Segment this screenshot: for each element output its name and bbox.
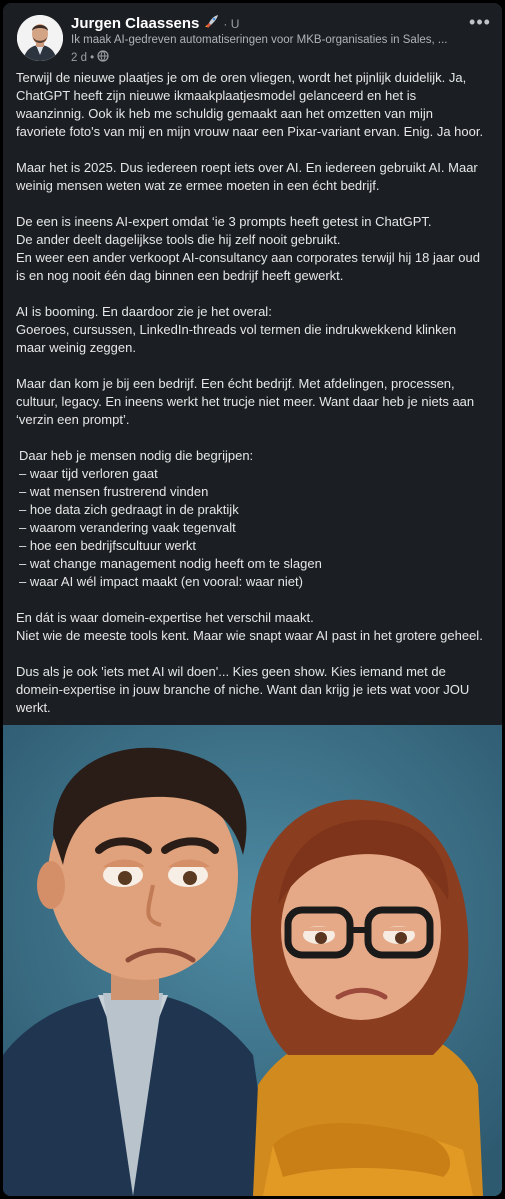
post-paragraph — [16, 69, 494, 141]
post-text-line: cultuur, legacy. En ineens werkt het trucje niet meer. Want daar heb je niets aan — [16, 394, 475, 409]
more-horizontal-icon: ••• — [469, 12, 491, 32]
post-paragraph — [16, 609, 494, 645]
post-paragraph — [16, 159, 494, 195]
post-paragraph — [16, 375, 494, 429]
post-text-line: De een is ineens AI-expert omdat ‘ie 3 prompts heeft getest in ChatGPT. — [16, 214, 432, 229]
post-text-line: weinig mensen weten wat ze ermee moeten in een écht bedrijf. — [16, 178, 380, 193]
post-text-line: ‘verzin een prompt’. — [16, 412, 130, 427]
connection-degree: · U — [223, 16, 240, 31]
avatar-photo-icon — [17, 15, 63, 61]
post-text-line: Dus als je ook 'iets met AI wil doen'... Kies geen show. Kies iemand met de — [16, 664, 446, 679]
post-paragraph — [16, 447, 494, 591]
post-paragraph — [16, 663, 494, 717]
post-text-line: – waarom verandering vaak tegenvalt — [19, 520, 236, 535]
post-text-line: maar weinig zeggen. — [16, 340, 136, 355]
post-text-line: – wat change management nodig heeft om te slagen — [19, 556, 322, 571]
post-text-line: Niet wie de meeste tools kent. Maar wie snapt waar AI past in het grotere geheel. — [16, 628, 483, 643]
post-text-line: waanzinnig. Ook ik heb me schuldig gemaakt aan het omzetten van mijn — [16, 106, 433, 121]
post-text-line: – wat mensen frustrerend vinden — [19, 484, 209, 499]
author-line — [71, 15, 239, 32]
post-text-line: En dát is waar domein-expertise het verschil maakt. — [16, 610, 314, 625]
post-text-line: AI is booming. En daardoor zie je het overal: — [16, 304, 272, 319]
post-card — [3, 3, 502, 1196]
author-avatar[interactable] — [17, 15, 63, 61]
post-text-line: En weer een ander verkoopt AI-consultancy aan corporates terwijl hij 18 jaar oud — [16, 250, 480, 265]
post-text-line: is en nog nooit één dag binnen een bedrijf heeft gewerkt. — [16, 268, 344, 283]
post-time: 2 d • — [71, 51, 95, 64]
post-text-line: – waar AI wél impact maakt (en vooral: waar niet) — [19, 574, 303, 589]
post-text-line: Maar dan kom je bij een bedrijf. Een écht bedrijf. Met afdelingen, processen, — [16, 376, 455, 391]
post-text-line: Goeroes, cursussen, LinkedIn-threads vol termen die indrukwekkend klinken — [16, 322, 457, 337]
post-header — [3, 3, 502, 65]
post-text-line: – hoe een bedrijfscultuur werkt — [19, 538, 197, 553]
post-text-line: – hoe data zich gedraagt in de praktijk — [19, 502, 239, 517]
post-paragraph — [16, 303, 494, 357]
post-text-line: werkt. — [16, 700, 51, 715]
rocket-icon — [203, 15, 219, 32]
post-image-illustration — [3, 725, 502, 1196]
more-options-button[interactable] — [468, 13, 492, 31]
author-name[interactable]: Jurgen Claassens — [71, 15, 200, 32]
post-text — [16, 69, 494, 717]
author-headline: Ik maak AI-gedreven automatiseringen voor MKB-organisaties in Sales, ... — [71, 34, 448, 46]
post-text-line: De ander deelt dagelijkse tools die hij zelf nooit gebruikt. — [16, 232, 341, 247]
post-text-line: Daar heb je mensen nodig die begrijpen: — [19, 448, 254, 463]
post-paragraph — [16, 213, 494, 285]
post-text-line: – waar tijd verloren gaat — [19, 466, 158, 481]
post-text-line: Maar het is 2025. Dus iedereen roept iets over AI. En iedereen gebruikt AI. Maar — [16, 160, 478, 175]
post-image[interactable] — [3, 725, 502, 1196]
post-text-line: Terwijl de nieuwe plaatjes je om de oren vliegen, wordt het pijnlijk duidelijk. Ja, — [16, 70, 467, 85]
post-text-line: domein-expertise in jouw branche of niche. Want dan krijg je iets wat voor JOU — [16, 682, 470, 697]
post-meta — [71, 50, 109, 65]
post-text-line: ChatGPT heeft zijn nieuwe ikmaakplaatjesmodel gelanceerd en het is — [16, 88, 417, 103]
post-text-line: favoriete foto's van mij en mijn vrouw naar een Pixar-variant ervan. Enig. Ja hoor. — [16, 124, 484, 139]
globe-icon — [97, 50, 109, 65]
